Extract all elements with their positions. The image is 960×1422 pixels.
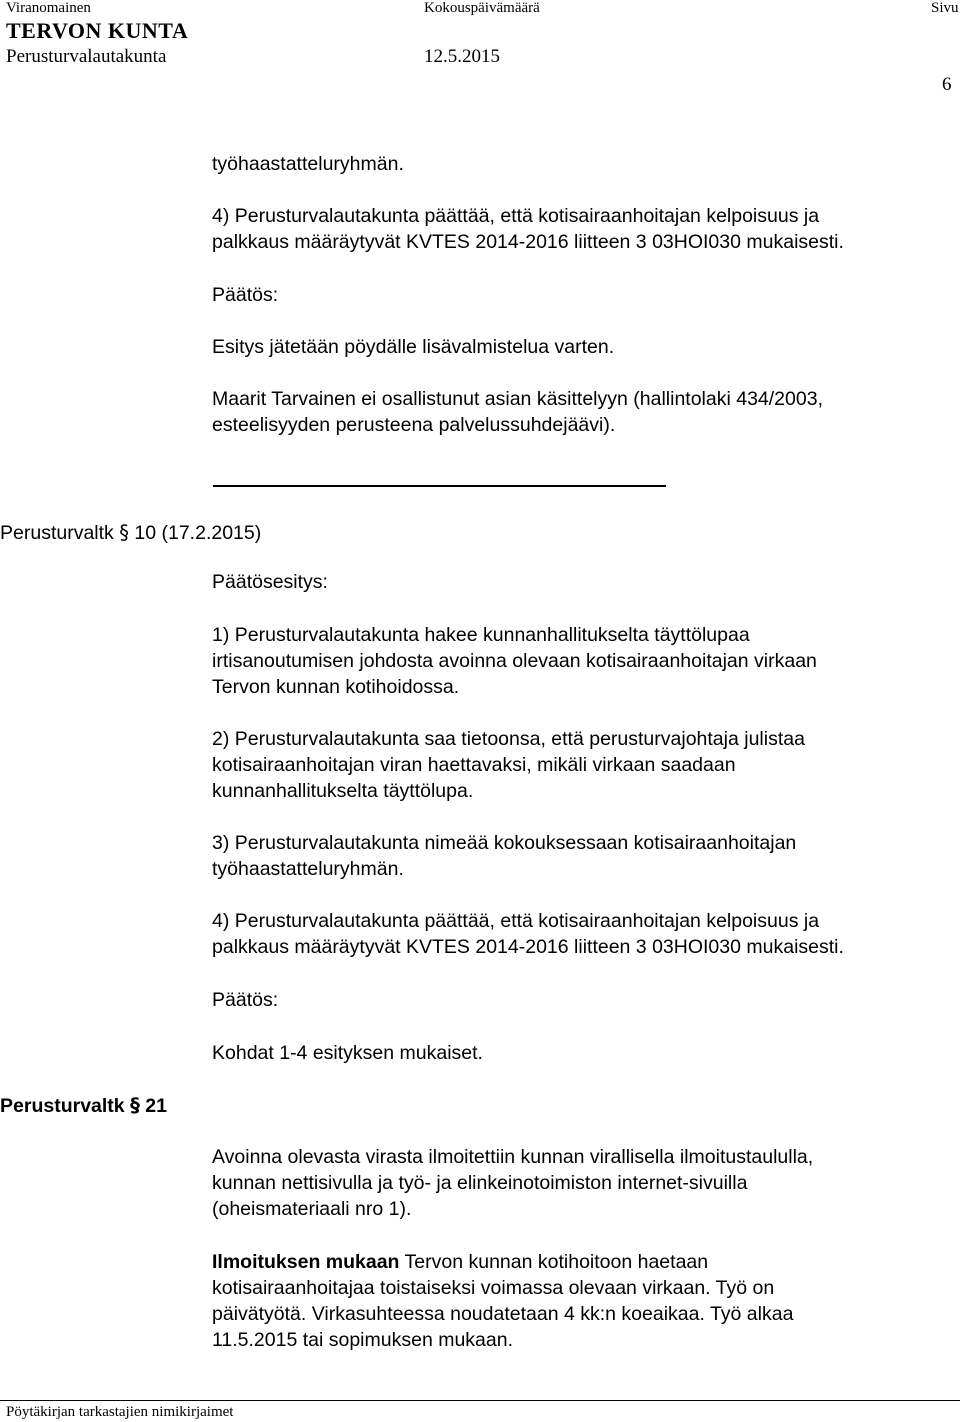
proposal-item4-line2: palkkaus määräytyvät KVTES 2014-2016 liitteen 3 03HOI030 mukaisesti. <box>212 936 844 958</box>
item4-line1: 4) Perusturvalautakunta päättää, että kotisairaanhoitajan kelpoisuus ja <box>212 205 820 227</box>
meeting-date: 12.5.2015 <box>424 46 500 67</box>
decision-text: Kohdat 1-4 esityksen mukaiset. <box>212 1042 483 1064</box>
org-name: TERVON KUNTA <box>6 18 189 43</box>
committee-name: Perusturvalautakunta <box>6 46 167 67</box>
proposal-item4-line1: 4) Perusturvalautakunta päättää, että kotisairaanhoitajan kelpoisuus ja <box>212 910 820 932</box>
header-authority-label: Viranomainen <box>6 0 91 16</box>
proposal-item1-line1: 1) Perusturvalautakunta hakee kunnanhallitukselta täyttölupaa <box>212 624 750 646</box>
section-reference-number: 10 (17.2.2015) <box>134 522 262 544</box>
notice-line4: 11.5.2015 tai sopimuksen mukaan. <box>212 1329 513 1351</box>
proposal-item3-line2: työhaastatteluryhmän. <box>212 858 404 880</box>
announcement-line3: (oheismateriaali nro 1). <box>212 1198 412 1220</box>
notice-lead-bold: Ilmoituksen mukaan <box>212 1251 400 1273</box>
disqualification-note-line1: Maarit Tarvainen ei osallistunut asian käsittelyyn (hallintolaki 434/2003, <box>212 388 823 410</box>
decision-label: Päätös: <box>212 284 279 306</box>
header-page-label: Sivu <box>931 0 959 16</box>
header-date-label: Kokouspäivämäärä <box>424 0 540 16</box>
notice-line1 <box>212 1249 708 1275</box>
section-heading-number: 21 <box>145 1095 167 1117</box>
section-reference-prefix: Perusturvaltk <box>0 522 114 544</box>
announcement-line2: kunnan nettisivulla ja työ- ja elinkeinotoimiston internet-sivuilla <box>212 1172 748 1194</box>
proposal-item2-line3: kunnanhallitukselta täyttölupa. <box>212 780 474 802</box>
page-number: 6 <box>942 74 952 95</box>
section-sign-icon: § <box>119 521 129 544</box>
paragraph-continuation: työhaastatteluryhmän. <box>212 153 404 175</box>
proposal-item1-line2: irtisanoutumisen johdosta avoinna olevaan kotisairaanhoitajan virkaan <box>212 650 817 672</box>
proposal-item1-line3: Tervon kunnan kotihoidossa. <box>212 676 460 698</box>
notice-line2: kotisairaanhoitajaa toistaiseksi voimassa olevaan virkaan. Työ on <box>212 1277 775 1299</box>
announcement-line1: Avoinna olevasta virasta ilmoitettiin kunnan virallisella ilmoitustaululla, <box>212 1146 814 1168</box>
decision-text: Esitys jätetään pöydälle lisävalmistelua varten. <box>212 336 615 358</box>
proposal-item3-line1: 3) Perusturvalautakunta nimeää kokouksessaan kotisairaanhoitajan <box>212 832 797 854</box>
section-heading <box>0 1093 167 1119</box>
section-reference <box>0 520 261 546</box>
signature-initials-label: Pöytäkirjan tarkastajien nimikirjaimet <box>6 1404 234 1420</box>
notice-line3: päivätyötä. Virkasuhteessa noudatetaan 4 kk:n koeaikaa. Työ alkaa <box>212 1303 794 1325</box>
proposal-item2-line2: kotisairaanhoitajan viran haettavaksi, mikäli virkaan saadaan <box>212 754 736 776</box>
footer-rule <box>0 1400 960 1401</box>
section-heading-prefix: Perusturvaltk <box>0 1095 125 1117</box>
section-sign-icon: § <box>130 1094 140 1117</box>
item4-line2: palkkaus määräytyvät KVTES 2014-2016 liitteen 3 03HOI030 mukaisesti. <box>212 231 844 253</box>
proposal-label: Päätösesitys: <box>212 571 328 593</box>
decision-label: Päätös: <box>212 989 279 1011</box>
section-divider <box>213 485 666 487</box>
notice-line1-rest: Tervon kunnan kotihoitoon haetaan <box>399 1251 709 1273</box>
disqualification-note-line2: esteelisyyden perusteena palvelussuhdejäävi). <box>212 414 616 436</box>
proposal-item2-line1: 2) Perusturvalautakunta saa tietoonsa, että perusturvajohtaja julistaa <box>212 728 805 750</box>
